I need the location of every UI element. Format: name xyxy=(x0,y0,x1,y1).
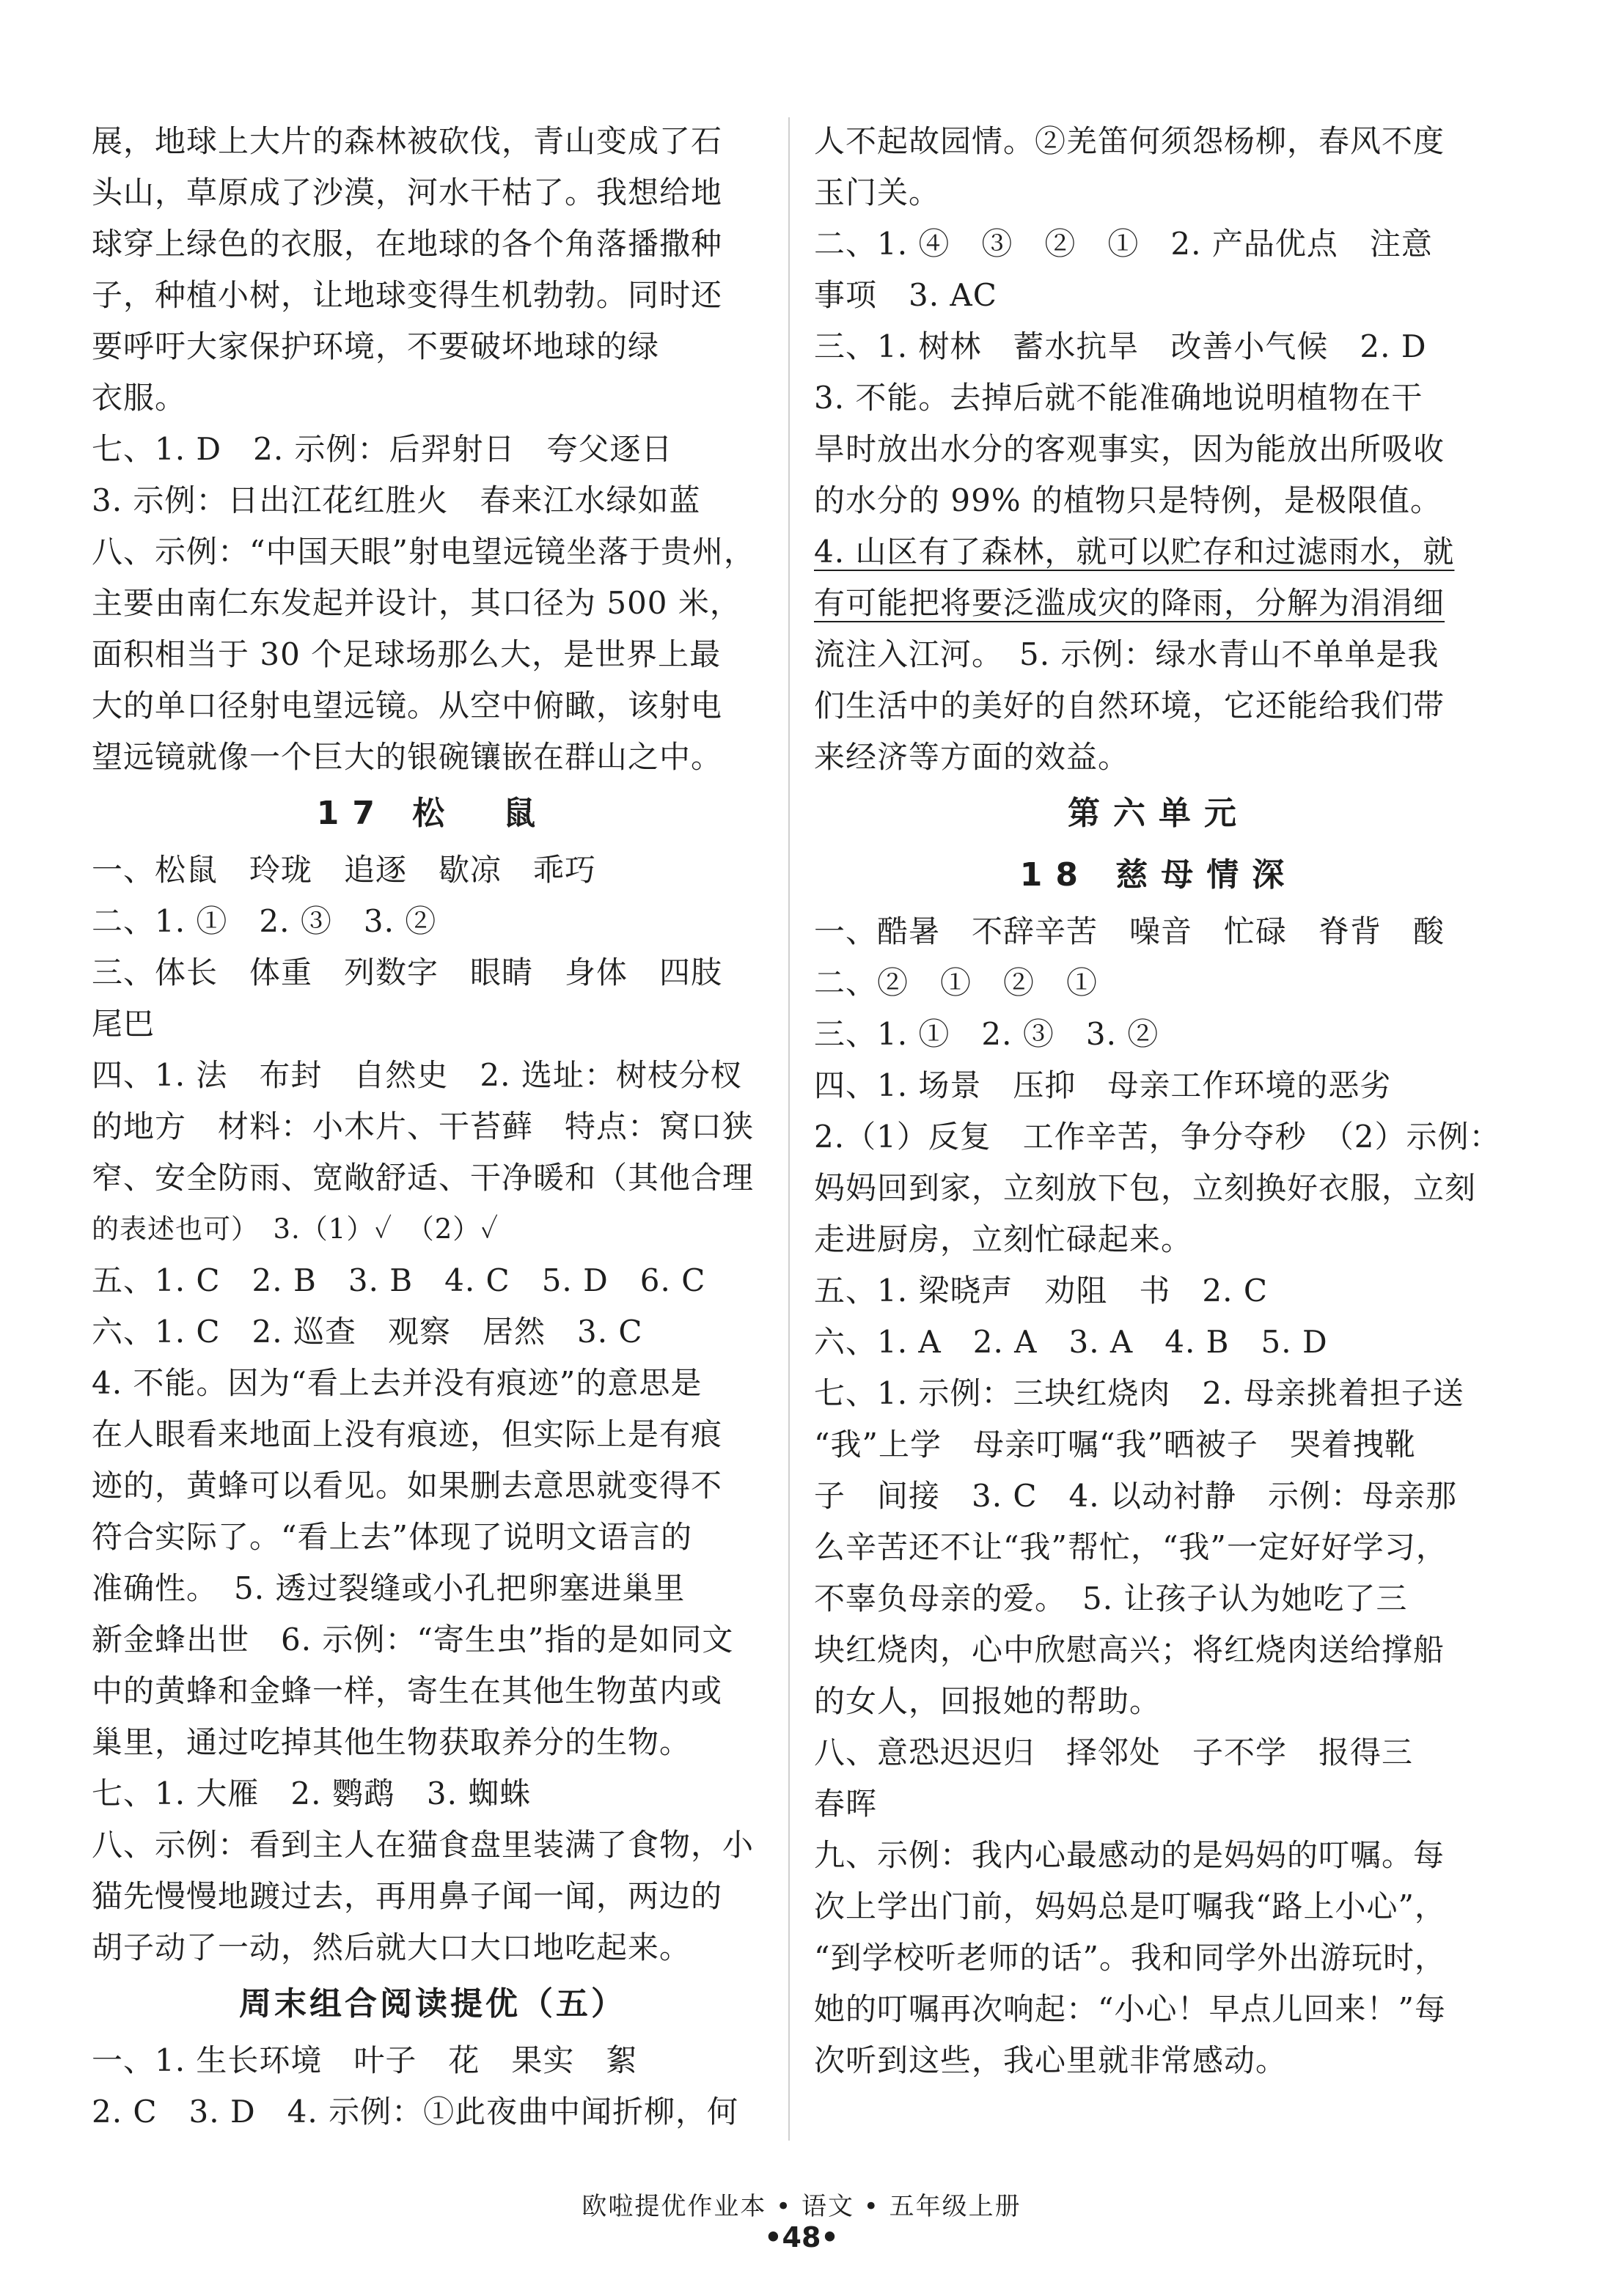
left-column xyxy=(92,116,774,2138)
text-line: 不辜负母亲的爱。 5. 让孩子认为她吃了三 xyxy=(814,1581,1408,1616)
text-line: 2. C 3. D 4. 示例：①此夜曲中闻折柳，何 xyxy=(92,2094,739,2130)
text-line: 胡子动了一动，然后就大口大口地吃起来。 xyxy=(92,1929,692,1965)
text-line: 人不起故园情。②羌笛何须怨杨柳，春风不度 xyxy=(814,123,1445,159)
text-line: 在人眼看来地面上没有痕迹，但实际上是有痕 xyxy=(92,1416,723,1452)
text-line: 三、1. 树林 蓄水抗旱 改善小气候 2. D xyxy=(814,328,1427,364)
text-line: 迹的，黄蜂可以看见。如果删去意思就变得不 xyxy=(92,1468,723,1504)
text-line: 子，种植小树，让地球变得生机勃勃。同时还 xyxy=(92,277,723,313)
text-line: 巢里，通过吃掉其他生物获取养分的生物。 xyxy=(92,1724,692,1760)
section-heading: 17 松 鼠 xyxy=(316,795,549,832)
text-line: 窄、安全防雨、宽敞舒适、干净暖和（其他合理 xyxy=(92,1160,755,1196)
text-line: 展，地球上大片的森林被砍伐，青山变成了石 xyxy=(92,123,723,159)
text-line: 的表述也可） 3.（1）✓ （2）✓ xyxy=(92,1213,499,1245)
text-line: 她的叮嘱再次响起：“小心！早点儿回来！”每 xyxy=(814,1991,1446,2027)
text-line: 妈妈回到家，立刻放下包，立刻换好衣服，立刻 xyxy=(814,1170,1477,1206)
text-line: 新金蜂出世 6. 示例：“寄生虫”指的是如同文 xyxy=(92,1622,734,1657)
text-line: 事项 3. AC xyxy=(814,277,997,313)
text-line: 望远镜就像一个巨大的银碗镶嵌在群山之中。 xyxy=(92,739,723,775)
text-line: 的女人，回报她的帮助。 xyxy=(814,1683,1162,1719)
text-line: 流注入江河。 5. 示例：绿水青山不单单是我 xyxy=(814,636,1439,672)
text-line: 块红烧肉，心中欣慰高兴；将红烧肉送给撑船 xyxy=(814,1632,1445,1668)
text-line: 一、1. 生长环境 叶子 花 果实 絮 xyxy=(92,2042,638,2078)
text-line: 四、1. 场景 压抑 母亲工作环境的恶劣 xyxy=(814,1067,1392,1103)
text-line: 中的黄蜂和金蜂一样，寄生在其他生物茧内或 xyxy=(92,1673,723,1709)
text-line: 二、1. ④ ③ ② ① 2. 产品优点 注意 xyxy=(814,226,1433,262)
text-line: 来经济等方面的效益。 xyxy=(814,739,1130,775)
text-line: 五、1. 梁晓声 劝阻 书 2. C xyxy=(814,1273,1268,1309)
text-line: 的地方 材料：小木片、干苔藓 特点：窝口狭 xyxy=(92,1108,755,1144)
text-line: 七、1. 大雁 2. 鹦鹉 3. 蜘蛛 xyxy=(92,1776,532,1811)
text-line: 四、1. 法 布封 自然史 2. 选址：树枝分杈 xyxy=(92,1057,742,1093)
text-line: 符合实际了。“看上去”体现了说明文语言的 xyxy=(92,1519,692,1555)
text-line: 三、1. ① 2. ③ 3. ② xyxy=(814,1016,1159,1052)
text-line: 球穿上绿色的衣服，在地球的各个角落播撒种 xyxy=(92,226,723,262)
text-line: 2.（1）反复 工作辛苦，争分夺秒 （2）示例： xyxy=(814,1119,1501,1155)
text-line: 二、1. ① 2. ③ 3. ② xyxy=(92,903,437,939)
text-line: 次上学出门前，妈妈总是叮嘱我“路上小心”， xyxy=(814,1888,1446,1924)
text-line: 玉门关。 xyxy=(814,174,941,210)
text-line: 要呼吁大家保护环境，不要破坏地球的绿 xyxy=(92,328,660,364)
text-line: 们生活中的美好的自然环境，它还能给我们带 xyxy=(814,688,1445,724)
text-line: 走进厨房，立刻忙碌起来。 xyxy=(814,1221,1193,1257)
text-line: 面积相当于 30 个足球场那么大，是世界上最 xyxy=(92,636,722,672)
column-divider xyxy=(788,117,790,2141)
text-line: 八、示例：“中国天眼”射电望远镜坐落于贵州， xyxy=(92,534,755,570)
text-line: 尾巴 xyxy=(92,1006,155,1042)
text-line: 七、1. 示例：三块红烧肉 2. 母亲挑着担子送 xyxy=(814,1375,1464,1411)
text-line: 春晖 xyxy=(814,1786,878,1822)
text-line: 4. 山区有了森林，就可以贮存和过滤雨水，就 xyxy=(814,534,1455,570)
text-line: 八、示例：看到主人在猫食盘里装满了食物，小 xyxy=(92,1827,755,1863)
text-line: 次听到这些，我心里就非常感动。 xyxy=(814,2042,1288,2078)
text-line: 九、示例：我内心最感动的是妈妈的叮嘱。每 xyxy=(814,1837,1445,1873)
text-line: 七、1. D 2. 示例：后羿射日 夸父逐日 xyxy=(92,431,673,467)
text-line: 旱时放出水分的客观事实，因为能放出所吸收 xyxy=(814,431,1445,467)
text-line: 六、1. C 2. 巡查 观察 居然 3. C xyxy=(92,1314,643,1350)
section-heading: 18 慈母情深 xyxy=(1019,856,1298,894)
footer-book-title: 欧啦提优作业本 • 语文 • 五年级上册 xyxy=(582,2192,1021,2221)
section-heading: 周末组合阅读提优（五） xyxy=(239,1985,626,2023)
text-line: 六、1. A 2. A 3. A 4. B 5. D xyxy=(814,1324,1328,1360)
text-line: 衣服。 xyxy=(92,380,187,416)
text-line: 子 间接 3. C 4. 以动衬静 示例：母亲那 xyxy=(814,1478,1457,1514)
footer-page-number: •48• xyxy=(764,2221,839,2253)
text-line: 有可能把将要泛滥成灾的降雨，分解为涓涓细 xyxy=(814,585,1445,621)
text-line: 三、体长 体重 列数字 眼睛 身体 四肢 xyxy=(92,954,723,990)
text-line: 猫先慢慢地踱过去，再用鼻子闻一闻，两边的 xyxy=(92,1878,723,1914)
text-line: 3. 不能。去掉后就不能准确地说明植物在干 xyxy=(814,380,1423,416)
text-line: 主要由南仁东发起并设计，其口径为 500 米， xyxy=(92,585,741,621)
text-line: 准确性。 5. 透过裂缝或小孔把卵塞进巢里 xyxy=(92,1570,686,1606)
text-line: 么辛苦还不让“我”帮忙，“我”一定好好学习， xyxy=(814,1529,1448,1565)
text-line: 3. 示例：日出江花红胜火 春来江水绿如蓝 xyxy=(92,482,701,518)
text-line: “到学校听老师的话”。我和同学外出游玩时， xyxy=(814,1940,1446,1976)
text-line: “我”上学 母亲叮嘱“我”晒被子 哭着拽靴 xyxy=(814,1427,1416,1462)
right-column xyxy=(814,116,1503,2086)
text-line: 二、② ① ② ① xyxy=(814,965,1098,1001)
text-line: 五、1. C 2. B 3. B 4. C 5. D 6. C xyxy=(92,1262,706,1298)
text-line: 一、松鼠 玲珑 追逐 歇凉 乖巧 xyxy=(92,852,597,888)
section-heading: 第六单元 xyxy=(1068,795,1250,832)
text-line: 的水分的 99% 的植物只是特例，是极限值。 xyxy=(814,482,1442,518)
text-line: 大的单口径射电望远镜。从空中俯瞰，该射电 xyxy=(92,688,723,724)
text-line: 一、酷暑 不辞辛苦 噪音 忙碌 脊背 酸 xyxy=(814,913,1445,949)
text-line: 八、意恐迟迟归 择邻处 子不学 报得三 xyxy=(814,1734,1414,1770)
text-line: 4. 不能。因为“看上去并没有痕迹”的意思是 xyxy=(92,1365,703,1401)
text-line: 头山，草原成了沙漠，河水干枯了。我想给地 xyxy=(92,174,723,210)
